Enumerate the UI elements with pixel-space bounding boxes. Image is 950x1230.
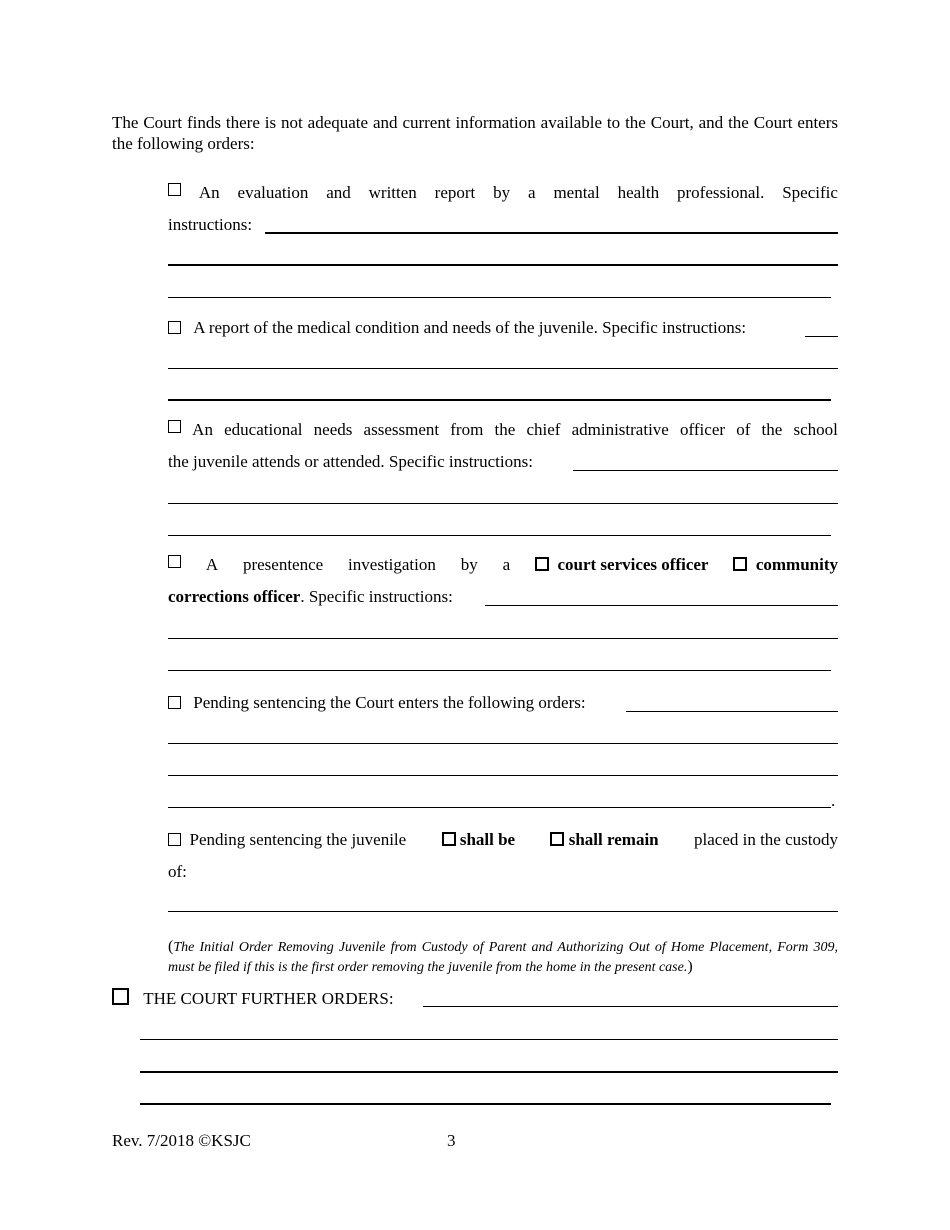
checkbox-shall-remain[interactable] [550,832,564,846]
item3-word: needs [313,420,353,439]
court-further-orders [112,988,394,1009]
item3-instructions-label: the juvenile attends or attended. Specific instructions: [168,452,533,471]
item1-instructions-label: instructions: [168,215,253,234]
option-shall-remain: shall remain [550,830,658,850]
instructions-line[interactable] [168,638,838,639]
item-pending-orders [168,693,586,713]
item3-word: the [494,420,516,439]
item1-word: written [368,183,417,202]
instructions-line[interactable] [626,711,838,712]
instructions-line[interactable] [168,743,838,744]
item3-word: educational [224,420,303,439]
item3-word: from [450,420,484,439]
item4-word: presentence [242,555,324,574]
instructions-line[interactable] [168,670,831,671]
item4-word: investigation [348,555,436,574]
item-presentence-investigation [168,555,838,575]
checkbox-further-orders[interactable] [112,988,129,1005]
item4-word: A [205,555,219,574]
checkbox-presentence[interactable] [168,555,181,568]
item3-word: school [793,420,838,439]
instructions-line[interactable] [168,264,838,266]
item4-opt2-continued: corrections officer [168,587,301,606]
further-orders-label: THE COURT FURTHER ORDERS: [143,989,394,1008]
item1-word: mental [553,183,600,202]
item2-text: A report of the medical condition and needs of the juvenile. Specific instructions: [193,318,747,337]
item4-word: by [460,555,478,574]
item4-line2 [168,587,453,607]
further-orders-line[interactable] [140,1039,838,1040]
instructions-line[interactable] [168,368,838,369]
item5-text: Pending sentencing the Court enters the following orders: [193,693,586,712]
instructions-line[interactable] [168,775,838,776]
item-educational-assessment [168,420,838,440]
item1-word: by [493,183,511,202]
checkbox-educational[interactable] [168,420,181,433]
item1-word: professional. [677,183,765,202]
instructions-line[interactable] [573,470,838,471]
form-309-note: (The Initial Order Removing Juvenile from Custody of Parent and Authorizing Out of Home Placement, Form 309, must be filed if this is the first order removing the juvenile from the home in the present case.) [168,938,838,975]
item1-word: a [528,183,536,202]
item-mental-health-evaluation [168,183,838,203]
item1-word: health [617,183,660,202]
instructions-line[interactable] [168,399,831,401]
page-number: 3 [447,1131,456,1150]
checkbox-medical[interactable] [168,321,181,334]
item6-of-label: of: [168,862,187,881]
checkbox-shall-be[interactable] [442,832,456,846]
item4-instructions-label: . Specific instructions: [300,587,453,606]
option-community-corrections: community [733,555,838,575]
further-orders-line[interactable] [140,1103,831,1105]
intro-paragraph: The Court finds there is not adequate and current information available to the Court, and the Court enters the following orders: [112,113,838,153]
instructions-line[interactable] [168,535,831,536]
item3-word: of [736,420,751,439]
instructions-line[interactable] [485,605,838,606]
item6-lead-group: Pending sentencing the juvenile [168,830,406,850]
item1-word: An [198,183,220,202]
item3-word: the [761,420,783,439]
checkbox-mental-health[interactable] [168,183,181,196]
item5-period: . [831,791,836,810]
instructions-line[interactable] [265,232,838,234]
checkbox-pending-orders[interactable] [168,696,181,709]
item3-word: An [192,420,213,439]
checkbox-court-services-officer[interactable] [535,557,549,571]
item1-word: and [326,183,351,202]
item1-word: evaluation [237,183,309,202]
instructions-line[interactable] [805,336,838,337]
custody-line[interactable] [168,911,838,912]
instructions-line[interactable] [168,503,838,504]
option-shall-be: shall be [442,830,516,850]
instructions-line[interactable] [168,297,831,298]
option-court-services-officer: court services officer [535,555,709,575]
item3-word: officer [680,420,726,439]
revision-footer: Rev. 7/2018 ©KSJC [112,1131,251,1150]
further-orders-line[interactable] [423,1006,838,1007]
checkbox-community-corrections-officer[interactable] [733,557,747,571]
item6-tail: placed in the custody [694,830,838,849]
item3-word: chief [526,420,561,439]
note-text: The Initial Order Removing Juvenile from Custody of Parent and Authorizing Out of Home Placement, Form 309, must be filed if this is the first order removing the juvenile from the home in the present case. [168,940,838,975]
item3-word: administrative [571,420,669,439]
item4-word: a [502,555,511,574]
item-medical-report [168,318,746,338]
item1-word: report [434,183,476,202]
item3-word: assessment [363,420,440,439]
further-orders-line[interactable] [140,1071,838,1073]
item-custody [168,830,838,850]
item1-word: Specific [782,183,838,202]
instructions-line[interactable] [168,807,831,808]
checkbox-custody[interactable] [168,833,181,846]
